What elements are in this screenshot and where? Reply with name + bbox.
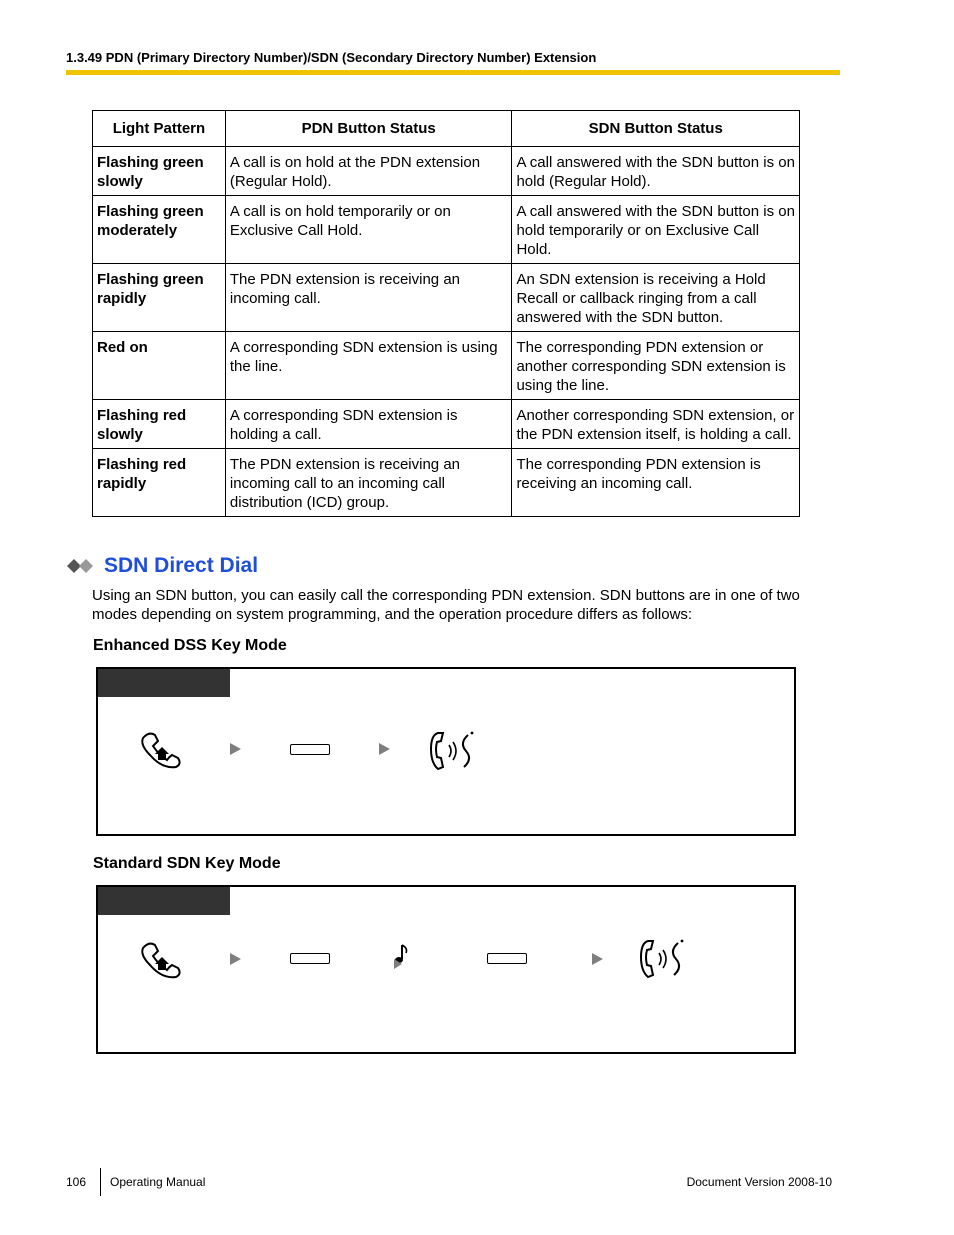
light-pattern-cell: Flashing green moderately xyxy=(93,196,226,264)
column-header: PDN Button Status xyxy=(225,111,512,147)
sdn-status-cell: A call answered with the SDN button is on hold (Regular Hold). xyxy=(512,147,800,196)
section-title: SDN Direct Dial xyxy=(104,554,259,577)
sdn-status-cell: The corresponding PDN extension is receiving an incoming call. xyxy=(512,449,800,517)
procedure-box-enhanced xyxy=(96,667,796,836)
table-row xyxy=(93,264,800,332)
arrow-icon xyxy=(230,743,241,755)
table-row xyxy=(93,147,800,196)
light-pattern-cell: Flashing green rapidly xyxy=(93,264,226,332)
light-pattern-cell: Flashing red rapidly xyxy=(93,449,226,517)
section-heading xyxy=(66,553,258,579)
dial-tone-icon xyxy=(392,943,410,969)
arrow-icon xyxy=(230,953,241,965)
footer-divider xyxy=(100,1168,101,1196)
light-pattern-cell: Flashing green slowly xyxy=(93,147,226,196)
arrow-icon xyxy=(592,953,603,965)
off-hook-icon xyxy=(138,729,188,769)
column-header: SDN Button Status xyxy=(512,111,800,147)
pdn-status-cell: A call is on hold at the PDN extension (Regular Hold). xyxy=(225,147,512,196)
running-header-title: 1.3.49 PDN (Primary Directory Number)/SDN (Secondary Directory Number) Extension xyxy=(66,50,597,65)
page-number: 106 xyxy=(66,1175,87,1189)
pdn-status-cell: A corresponding SDN extension is using the line. xyxy=(225,332,512,400)
talk-icon xyxy=(638,937,686,981)
sdn-button-icon xyxy=(290,953,330,964)
table-row xyxy=(93,196,800,264)
pdn-status-cell: The PDN extension is receiving an incoming call. xyxy=(225,264,512,332)
arrow-icon xyxy=(379,743,390,755)
pdn-status-cell: A corresponding SDN extension is holding a call. xyxy=(225,400,512,449)
sdn-status-cell: An SDN extension is receiving a Hold Recall or callback ringing from a call answered with the SDN button. xyxy=(512,264,800,332)
sdn-button-icon xyxy=(290,744,330,755)
pdn-status-cell: A call is on hold temporarily or on Exclusive Call Hold. xyxy=(225,196,512,264)
mode-heading-enhanced: Enhanced DSS Key Mode xyxy=(93,637,287,654)
sdn-status-cell: A call answered with the SDN button is on hold temporarily or on Exclusive Call Hold. xyxy=(512,196,800,264)
table-header-row xyxy=(93,111,800,147)
header-rule xyxy=(66,70,840,75)
table-row xyxy=(93,449,800,517)
off-hook-icon xyxy=(138,939,188,979)
table-row xyxy=(93,332,800,400)
diamond-bullet-icon xyxy=(66,558,100,574)
talk-icon xyxy=(428,729,476,773)
sdn-status-cell: Another corresponding SDN extension, or the PDN extension itself, is holding a call. xyxy=(512,400,800,449)
pdn-status-cell: The PDN extension is receiving an incoming call to an incoming call distribution (ICD) group. xyxy=(225,449,512,517)
document-version: Document Version 2008-10 xyxy=(686,1175,832,1189)
light-pattern-cell: Red on xyxy=(93,332,226,400)
manual-name: Operating Manual xyxy=(110,1175,206,1189)
column-header: Light Pattern xyxy=(93,111,226,147)
mode-heading-standard: Standard SDN Key Mode xyxy=(93,855,281,872)
procedure-tab xyxy=(98,887,230,915)
light-pattern-table xyxy=(92,110,800,517)
procedure-box-standard xyxy=(96,885,796,1054)
sdn-status-cell: The corresponding PDN extension or another corresponding SDN extension is using the line. xyxy=(512,332,800,400)
table-row xyxy=(93,400,800,449)
section-intro: Using an SDN button, you can easily call the corresponding PDN extension. SDN buttons are in one of two modes depending on system programming, and the operation procedure differs as follows: xyxy=(92,587,800,623)
sdn-button-icon xyxy=(487,953,527,964)
light-pattern-cell: Flashing red slowly xyxy=(93,400,226,449)
procedure-tab xyxy=(98,669,230,697)
